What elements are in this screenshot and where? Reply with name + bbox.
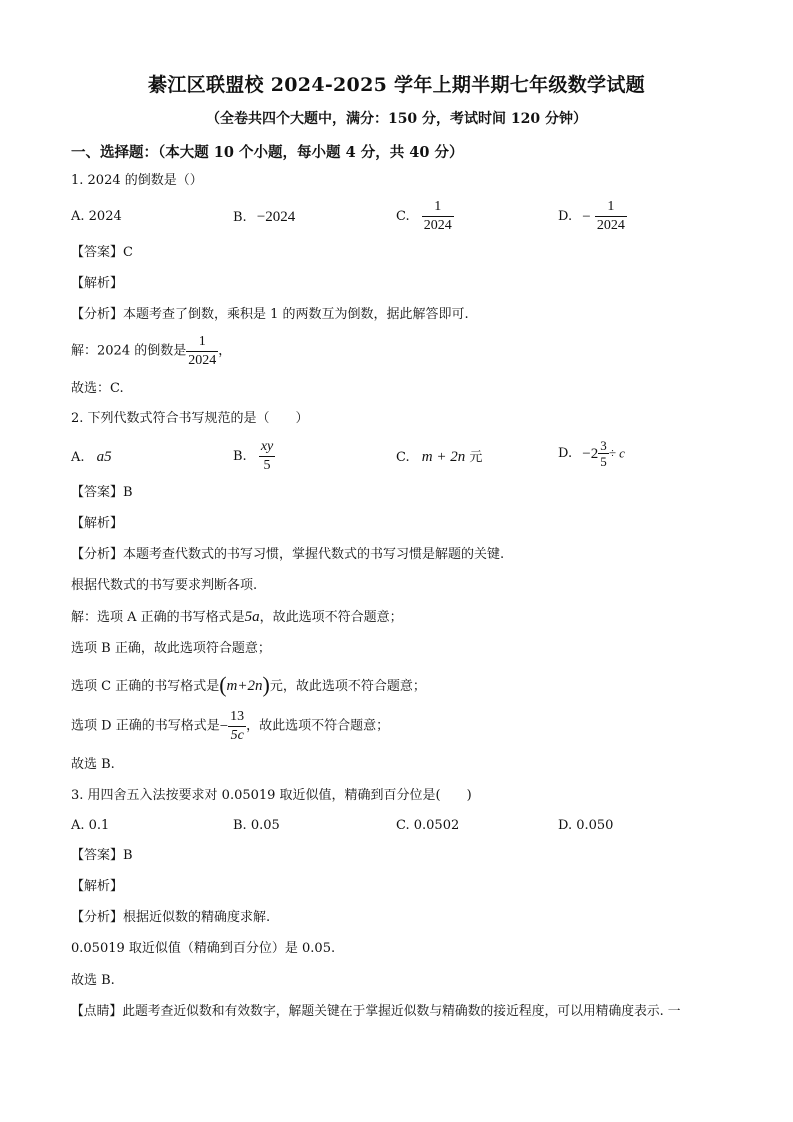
q3-analysis-tag: 【解析】 xyxy=(71,879,124,894)
q2-solution-b: 选项 B 正确，故此选项符合题意； xyxy=(71,641,271,656)
q2-option-d-denominator: 5 xyxy=(600,454,607,469)
q2-option-d-rest: ÷ c xyxy=(608,445,625,461)
page-subtitle: （全卷共四个大题中，满分：150 分，考试时间 120 分钟） xyxy=(205,111,588,127)
q1-option-d-label: D. xyxy=(558,209,573,224)
q2-solution-a-prefix: 解：选项 A 正确的书写格式是 xyxy=(71,610,245,625)
q1-solution-numerator: 1 xyxy=(198,334,206,349)
q1-option-c-denominator: 2024 xyxy=(423,218,452,233)
q1-option-d-sign: − xyxy=(582,208,591,225)
q3-option-c: C. 0.0502 xyxy=(396,818,460,833)
q1-option-c-fraction xyxy=(422,198,454,235)
q3-option-d: D. 0.050 xyxy=(558,818,614,833)
q2-option-b-label: B. xyxy=(233,449,247,464)
q2-answer: 【答案】B xyxy=(71,485,133,500)
q2-option-c-expr: m + 2n xyxy=(421,449,466,465)
q1-solution-fraction xyxy=(186,333,218,370)
q2-solution-c-prefix: 选项 C 正确的书写格式是 xyxy=(71,679,220,694)
q2-option-d-whole: −2 xyxy=(582,445,599,462)
q2-option-a-label: A. xyxy=(71,450,85,465)
q3-comment: 【点睛】此题考查近似数和有效数字，解题关键在于掌握近似数与精确数的接近程度，可以用精确度表示. 一 xyxy=(71,1004,681,1019)
q3-conclusion: 故选 B. xyxy=(71,973,115,988)
q2-option-a xyxy=(71,448,112,467)
q2-solution-d-suffix: ，故此选项不符合题意； xyxy=(246,718,390,734)
q1-option-d-fraction xyxy=(595,198,627,235)
q2-solution-d-denominator: 5c xyxy=(228,726,246,745)
q2-solution-d-prefix: 选项 D 正确的书写格式是 xyxy=(71,718,220,734)
q2-option-b-fraction xyxy=(259,438,275,475)
q1-solution-denominator: 2024 xyxy=(188,353,217,368)
q2-solution-c-expr: m+2n xyxy=(226,678,263,694)
q1-option-c-label: C. xyxy=(396,209,410,224)
q1-stem: 1. 2024 的倒数是（） xyxy=(71,173,203,188)
q2-solution-d xyxy=(71,708,389,745)
q2-solution-a-suffix: ，故此选项不符合题意； xyxy=(259,610,403,625)
q2-option-b-denominator: 5 xyxy=(259,456,275,475)
q1-analysis-tag: 【解析】 xyxy=(71,276,124,291)
q2-solution-c-suffix: 元，故此选项不符合题意； xyxy=(269,679,426,694)
q2-option-c-label: C. xyxy=(396,450,410,465)
q2-option-d-label: D. xyxy=(558,446,573,461)
q2-solution-a xyxy=(71,608,403,627)
q1-option-b xyxy=(233,208,295,227)
q2-analysis-2: 根据代数式的书写要求判断各项. xyxy=(71,578,258,593)
q2-analysis-tag: 【解析】 xyxy=(71,516,124,531)
q2-option-d-fraction xyxy=(598,438,609,469)
q2-solution-a-expr: 5a xyxy=(244,609,260,625)
q1-option-b-label: B. xyxy=(233,210,247,225)
q2-conclusion: 故选 B. xyxy=(71,757,115,772)
q1-option-a: A. 2024 xyxy=(71,209,122,224)
q2-option-b xyxy=(233,438,275,475)
section-heading: 一、选择题：（本大题 10 个小题，每小题 4 分，共 40 分） xyxy=(71,144,464,161)
q3-solution: 0.05019 取近似值（精确到百分位）是 0.05. xyxy=(71,941,336,956)
q1-option-d xyxy=(558,198,627,235)
q3-option-a: A. 0.1 xyxy=(71,818,110,833)
q2-analysis: 【分析】本题考查代数式的书写习惯，掌握代数式的书写习惯是解题的关键. xyxy=(71,547,505,562)
q1-option-c xyxy=(396,198,454,235)
q2-option-c-unit: 元 xyxy=(469,450,483,465)
q1-solution-prefix: 解：2024 的倒数是 xyxy=(71,343,187,359)
q2-solution-c-open-paren: ( xyxy=(219,672,227,697)
q2-option-c xyxy=(396,448,482,467)
q2-solution-d-numerator: 13 xyxy=(230,709,245,724)
q2-solution-c xyxy=(71,672,426,697)
q2-solution-c-close-paren: ) xyxy=(262,672,270,697)
q1-solution xyxy=(71,333,231,370)
q2-option-b-numerator: xy xyxy=(260,439,274,454)
q2-option-a-expr: a5 xyxy=(96,449,112,465)
q1-solution-suffix: ， xyxy=(218,343,232,359)
q1-option-c-numerator: 1 xyxy=(434,199,442,214)
q2-option-d xyxy=(558,438,625,469)
q3-option-b: B. 0.05 xyxy=(233,818,280,833)
q1-analysis: 【分析】本题考查了倒数，乘积是 1 的两数互为倒数，据此解答即可. xyxy=(71,307,469,322)
q3-answer: 【答案】B xyxy=(71,848,133,863)
q2-solution-d-fraction xyxy=(228,708,246,745)
q1-option-d-denominator: 2024 xyxy=(596,218,625,233)
q1-conclusion: 故选：C. xyxy=(71,381,124,396)
page-title: 綦江区联盟校 2024-2025 学年上期半期七年级数学试题 xyxy=(148,74,645,96)
q1-answer: 【答案】C xyxy=(71,245,133,260)
q1-option-b-value: −2024 xyxy=(256,209,296,225)
q2-solution-d-sign: − xyxy=(219,718,229,735)
q1-option-d-numerator: 1 xyxy=(607,199,615,214)
q3-analysis: 【分析】根据近似数的精确度求解. xyxy=(71,910,271,925)
q2-option-d-numerator: 3 xyxy=(600,438,607,453)
q3-stem: 3. 用四舍五入法按要求对 0.05019 取近似值，精确到百分位是( ) xyxy=(71,788,472,803)
q2-stem: 2. 下列代数式符合书写规范的是（ ） xyxy=(71,411,309,426)
